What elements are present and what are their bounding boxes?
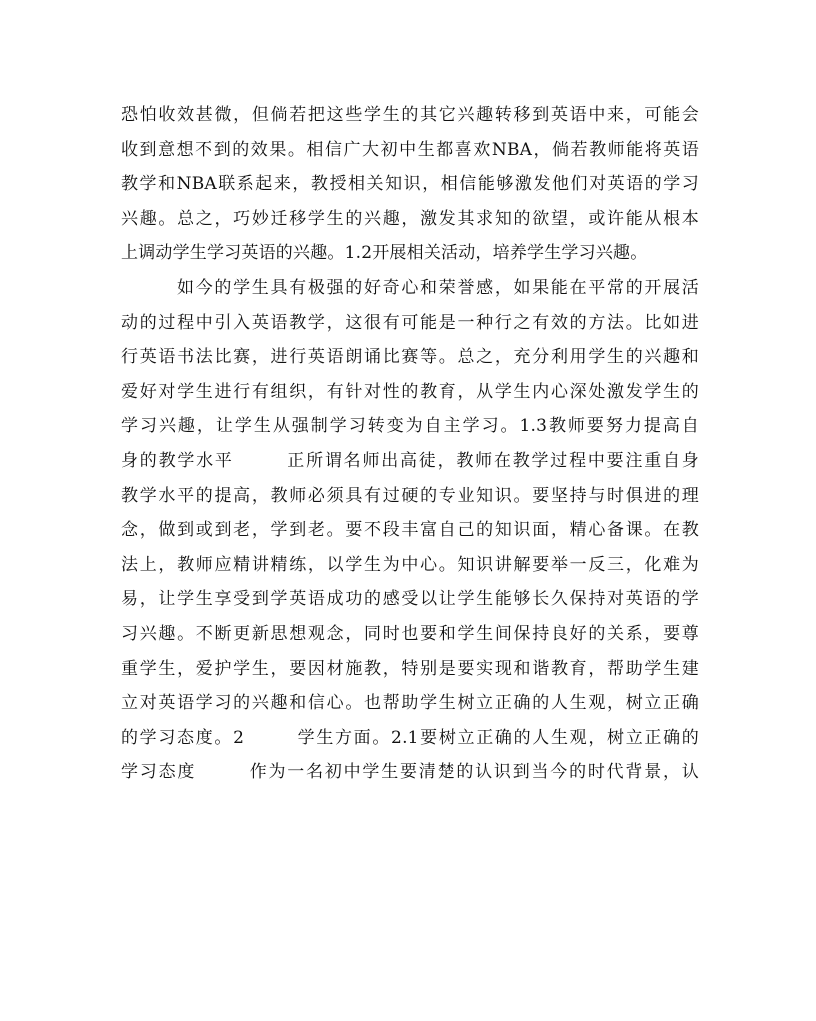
text-line: 行英语书法比赛，进行英语朗诵比赛等。总之，充分利用学生的兴趣和	[121, 347, 699, 368]
text-line-split	[121, 721, 699, 756]
text-line-split	[121, 444, 699, 479]
heading-fragment: 身的教学水平	[121, 450, 234, 471]
text-line: 学习兴趣，让学生从强制学习转变为自主学习。1.3教师要努力提高自	[121, 416, 699, 437]
text-fragment: 的学习态度。2	[121, 727, 245, 748]
text-line: 法上，教师应精讲精练，以学生为中心。知识讲解要举一反三，化难为	[121, 554, 699, 575]
text-line: 习兴趣。不断更新思想观念，同时也要和学生间保持良好的关系，要尊	[121, 623, 699, 644]
text-line: 兴趣。总之，巧妙迁移学生的兴趣，激发其求知的欲望，或许能从根本	[121, 208, 699, 229]
text-fragment: 学生方面。2.1要树立正确的人生观，树立正确的	[296, 727, 699, 748]
text-line: 重学生，爱护学生，要因材施教，特别是要实现和谐教育，帮助学生建	[121, 658, 699, 679]
text-line: 教学水平的提高，教师必须具有过硬的专业知识。要坚持与时俱进的理	[121, 485, 699, 506]
text-line-split	[121, 755, 699, 790]
document-body	[121, 98, 699, 790]
text-line: 上调动学生学习英语的兴趣。1.2开展相关活动，培养学生学习兴趣。	[121, 243, 648, 264]
text-line: 教学和NBA联系起来，教授相关知识，相信能够激发他们对英语的学习	[121, 174, 699, 195]
text-line: 爱好对学生进行有组织，有针对性的教育，从学生内心深处激发学生的	[121, 381, 699, 402]
text-line: 易，让学生享受到学英语成功的感受以让学生能够长久保持对英语的学	[121, 589, 699, 610]
text-line-paragraph-start: 如今的学生具有极强的好奇心和荣誉感，如果能在平常的开展活	[177, 277, 699, 298]
text-fragment: 正所谓名师出高徒，教师在教学过程中要注重自身	[285, 450, 699, 471]
text-fragment: 作为一名初中学生要清楚的认识到当今的时代背景，认	[248, 762, 699, 783]
text-line: 动的过程中引入英语教学，这很有可能是一种行之有效的方法。比如进	[121, 312, 699, 333]
text-line: 念，做到或到老，学到老。要不段丰富自己的知识面，精心备课。在教	[121, 520, 699, 541]
heading-fragment: 学习态度	[121, 762, 197, 783]
text-line: 恐怕收效甚微，但倘若把这些学生的其它兴趣转移到英语中来，可能会	[121, 105, 699, 125]
text-line: 立对英语学习的兴趣和信心。也帮助学生树立正确的人生观，树立正确	[121, 693, 699, 714]
text-line: 收到意想不到的效果。相信广大初中生都喜欢NBA，倘若教师能将英语	[121, 139, 699, 160]
